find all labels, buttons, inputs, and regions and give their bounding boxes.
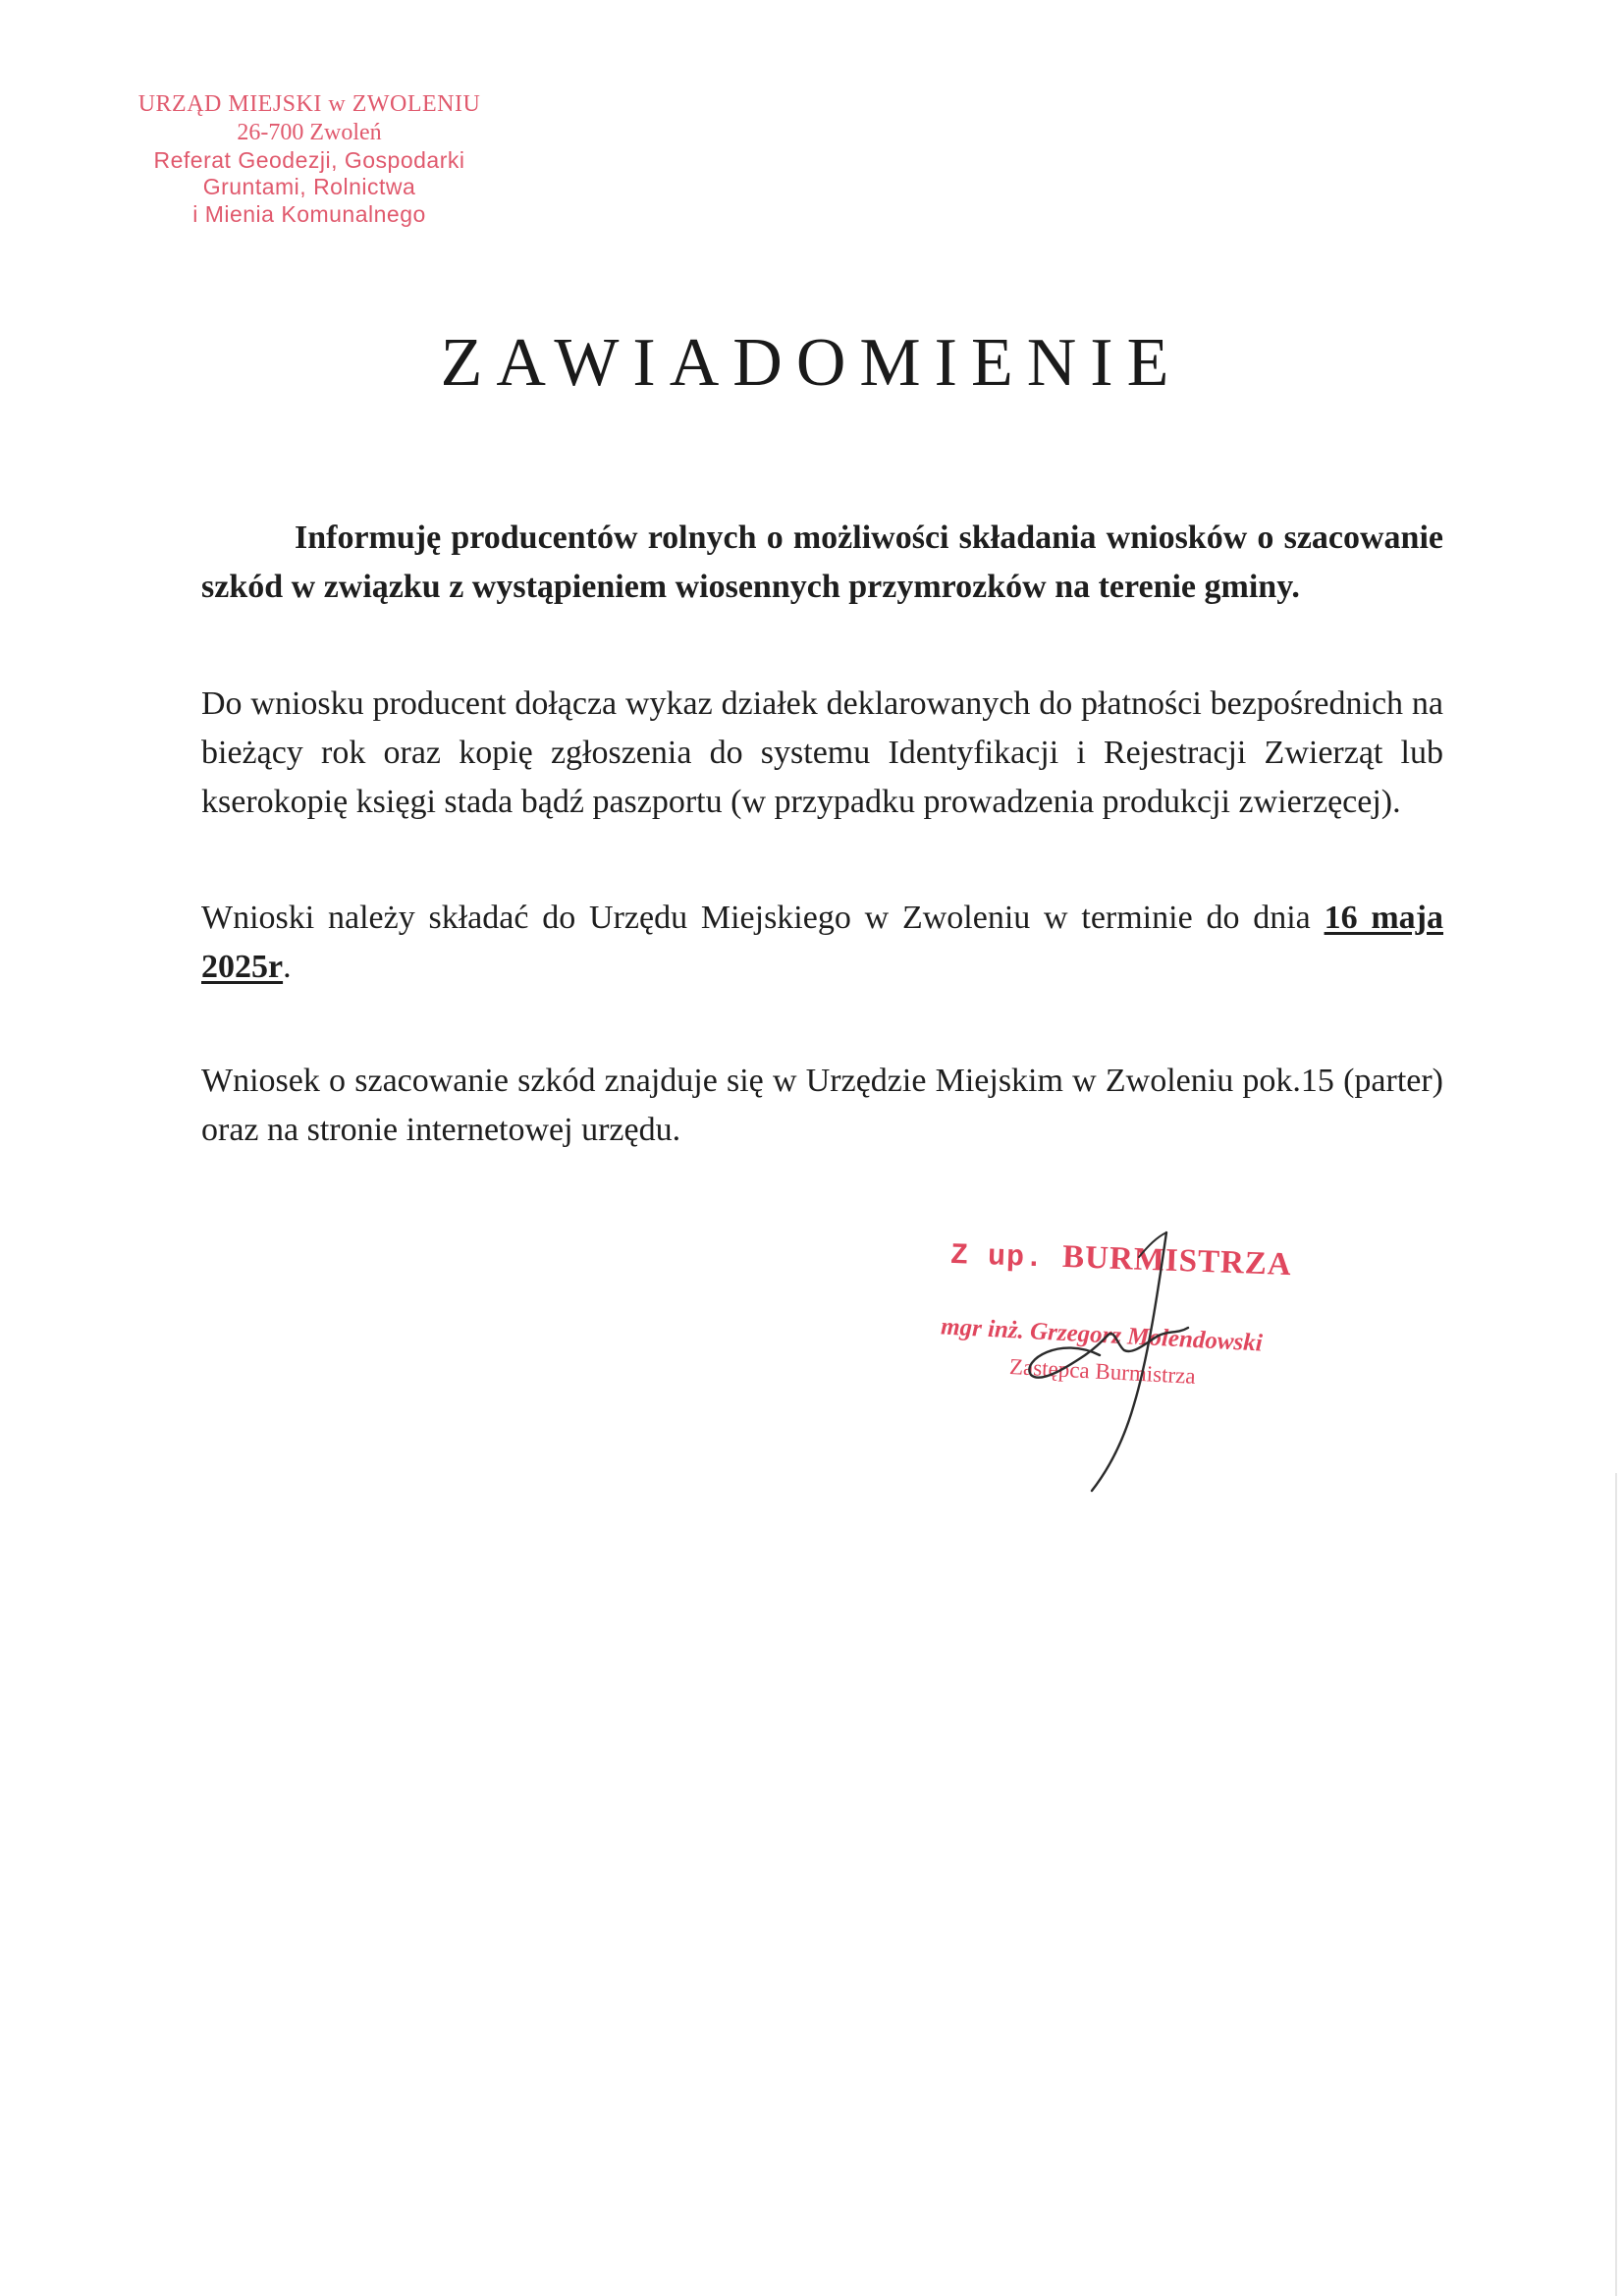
paragraph-form-location: Wniosek o szacowanie szkód znajduje się w Urzędzie Miejskim w Zwoleniu pok.15 (parter) oraz na stronie internetowej urzędu. [201,1063,1443,1148]
stamp-department-line1: Referat Geodezji, Gospodarki [153,146,465,173]
paragraph-deadline [201,894,1443,992]
signature-stamp-name: mgr inż. Grzegorz Molendowski [940,1313,1264,1357]
handwritten-signature-icon [1001,1218,1198,1493]
scan-edge-line [1615,1473,1617,2296]
deadline-text: Wnioski należy składać do Urzędu Miejskiego w Zwoleniu w terminie do dnia [201,900,1311,936]
office-header-stamp [118,90,501,228]
signature-stamp-title: BURMISTRZA [1061,1238,1293,1284]
stamp-department-line3: i Mienia Komunalnego [192,200,426,227]
deadline-period: . [283,949,292,985]
signature-stamp-role: Zastępca Burmistrza [1008,1354,1197,1389]
paragraph-intro: Informuję producentów rolnych o możliwości składania wniosków o szacowanie szkód w związku z wystąpieniem wiosennych przymrozków na terenie gminy. [201,519,1443,605]
stamp-address: 26-700 Zwoleń [237,119,382,145]
signature-stamp-prefix: Z up. [949,1238,1063,1277]
deadline-date: 16 maja 2025r [201,900,1444,985]
stamp-department-line2: Gruntami, Rolnictwa [202,174,416,200]
document-title: ZAWIADOMIENIE [440,325,1183,401]
paragraph-attachments: Do wniosku producent dołącza wykaz działek deklarowanych do płatności bezpośrednich na bieżący rok oraz kopię zgłoszenia do systemu Identyfikacji i Rejestracji Zwierząt lub kserokopię księgi stada bądź paszportu (w przypadku prowadzenia produkcji zwierzęcej). [201,685,1443,820]
stamp-office-name: URZĄD MIEJSKI w ZWOLENIU [137,91,481,117]
